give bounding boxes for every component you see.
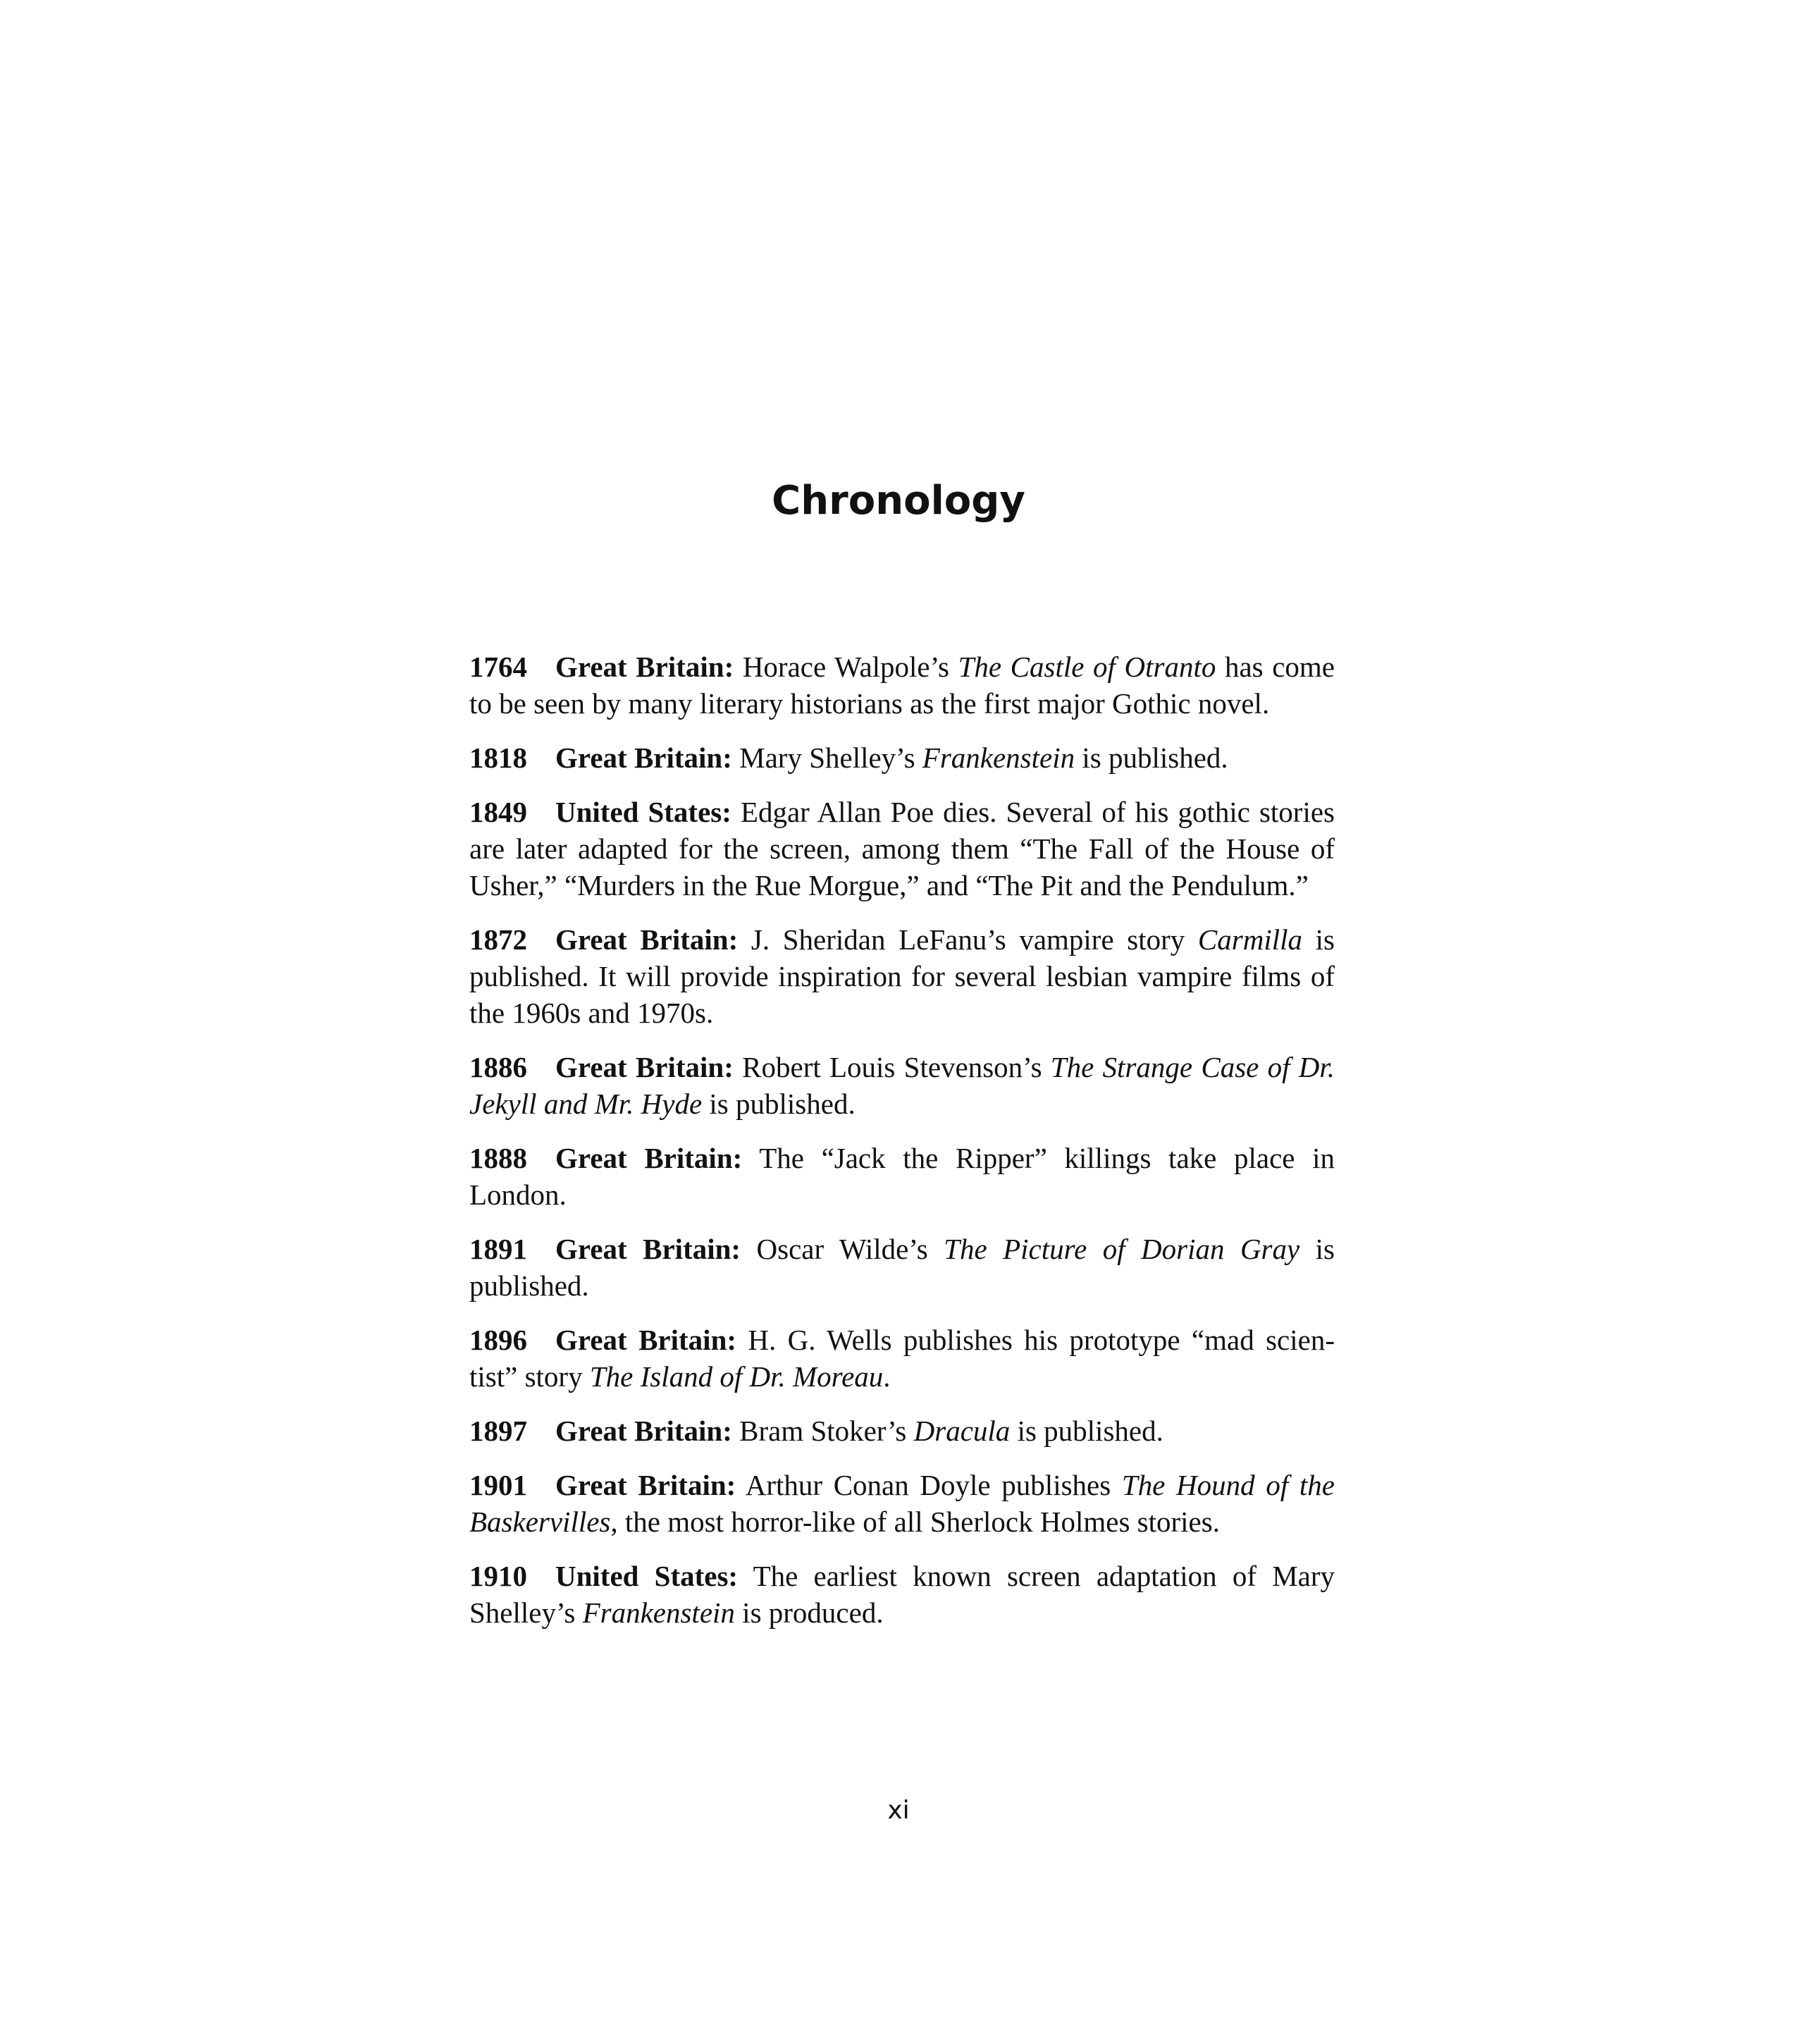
chronology-list xyxy=(469,648,1335,1649)
entry-year: 1896 xyxy=(469,1324,527,1356)
entry-region: Great Britain: xyxy=(555,1415,732,1447)
chronology-entry xyxy=(469,1322,1335,1395)
entry-region: Great Britain: xyxy=(555,1233,741,1265)
entry-year: 1872 xyxy=(469,923,527,956)
entry-year: 1764 xyxy=(469,651,527,683)
chronology-entry xyxy=(469,1558,1335,1631)
entry-year: 1901 xyxy=(469,1469,527,1501)
entry-text: Edgar Allan Poe dies. Several of his gothic stories are later adapted for the screen, among them “The Fall of the House of Usher,” “Murders in the Rue Morgue,” and “The Pit and the Pendulum.” xyxy=(469,796,1335,901)
entry-work-title: The Island of Dr. Moreau xyxy=(589,1360,884,1393)
entry-text: is produced. xyxy=(734,1596,884,1629)
entry-region: Great Britain: xyxy=(555,1051,734,1083)
entry-region: Great Britain: xyxy=(555,1142,743,1174)
entry-region: United States: xyxy=(555,1560,739,1592)
entry-work-title: Carmilla xyxy=(1197,923,1303,956)
entry-region: Great Britain: xyxy=(555,923,739,956)
entry-region: United States: xyxy=(555,796,731,828)
entry-text: is published. xyxy=(1075,741,1228,774)
entry-year: 1910 xyxy=(469,1560,527,1592)
entry-text: , the most horror-like of all Sherlock Holmes stories. xyxy=(610,1506,1220,1538)
entry-text: Oscar Wilde’s xyxy=(756,1233,944,1265)
entry-text: has come to be seen by many literary historians as the first major Gothic novel. xyxy=(469,651,1335,720)
entry-year: 1891 xyxy=(469,1233,527,1265)
chronology-entry xyxy=(469,648,1335,722)
entry-year: 1888 xyxy=(469,1142,527,1174)
entry-text: . xyxy=(883,1360,891,1393)
chronology-entry xyxy=(469,1231,1335,1304)
chronology-entry xyxy=(469,921,1335,1031)
entry-text: is published. It will provide inspiration for several lesbian vampire films of the 1960s and 1970s. xyxy=(469,923,1335,1029)
entry-text: J. Sheridan LeFanu’s vampire story xyxy=(751,923,1198,956)
entry-text: is published. xyxy=(469,1233,1335,1302)
entry-text: is published. xyxy=(702,1088,856,1120)
entry-year: 1849 xyxy=(469,796,527,828)
entry-region: Great Britain: xyxy=(555,1324,737,1356)
entry-text: Horace Walpole’s xyxy=(742,651,958,683)
entry-region: Great Britain: xyxy=(555,1469,736,1501)
chronology-entry xyxy=(469,1412,1335,1449)
entry-work-title: The Strange Case of Dr. Jekyll and Mr. Hyde xyxy=(469,1051,1335,1120)
chronology-entry xyxy=(469,1140,1335,1213)
entry-work-title: The Hound of the Baskervilles xyxy=(469,1469,1335,1538)
entry-work-title: Frankenstein xyxy=(582,1596,735,1629)
entry-text: is published. xyxy=(1010,1415,1163,1447)
entry-work-title: Frankenstein xyxy=(922,741,1075,774)
chronology-entry xyxy=(469,739,1335,776)
entry-year: 1897 xyxy=(469,1415,527,1447)
entry-text: H. G. Wells publishes his prototype “mad scien-tist” story xyxy=(469,1324,1335,1393)
chronology-entry xyxy=(469,1049,1335,1122)
entry-work-title: Dracula xyxy=(913,1415,1011,1447)
entry-work-title: The Castle of Otranto xyxy=(958,651,1216,683)
entry-text: The “Jack the Ripper” killings take place in London. xyxy=(469,1142,1335,1211)
chronology-entry xyxy=(469,794,1335,904)
entry-year: 1818 xyxy=(469,741,527,774)
entry-work-title: The Picture of Dorian Gray xyxy=(944,1233,1300,1265)
entry-text: The earliest known screen adaptation of Mary Shelley’s xyxy=(469,1560,1335,1629)
entry-year: 1886 xyxy=(469,1051,527,1083)
chronology-entry xyxy=(469,1467,1335,1540)
entry-text: Bram Stoker’s xyxy=(739,1415,914,1447)
page-number: xi xyxy=(887,1796,910,1825)
page-title: Chronology xyxy=(772,477,1025,524)
entry-region: Great Britain: xyxy=(555,651,734,683)
entry-text: Robert Louis Stevenson’s xyxy=(742,1051,1051,1083)
entry-text: Arthur Conan Doyle publishes xyxy=(745,1469,1122,1501)
entry-region: Great Britain: xyxy=(555,741,732,774)
entry-text: Mary Shelley’s xyxy=(739,741,922,774)
